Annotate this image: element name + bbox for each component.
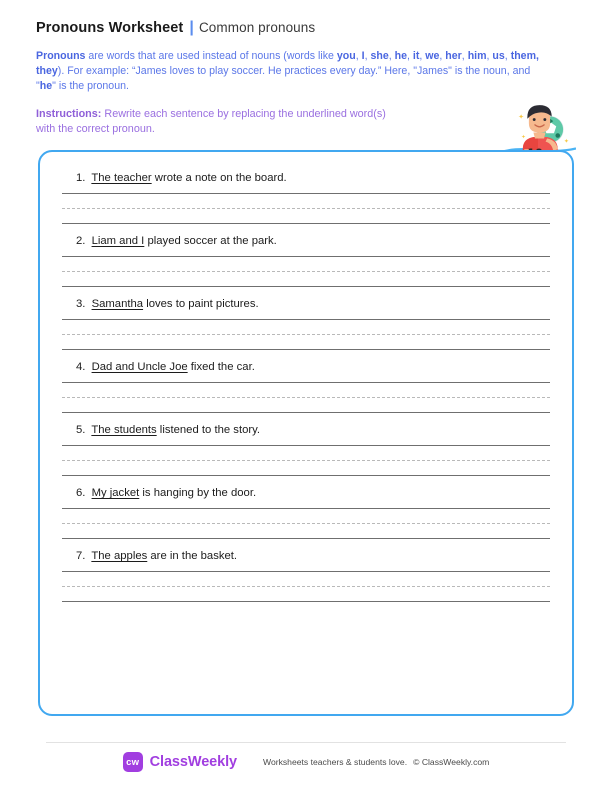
question-number: 2. — [76, 235, 86, 247]
question-remainder: fixed the car. — [187, 361, 255, 373]
question-text — [62, 359, 550, 375]
intro-paragraph: Pronouns are words that are used instead of nouns (words like you, I, she, he, it, we, her, him, us, them, they). For example: “James loves to play soccer. He practices every day.” Here, "James" is the noun, and "he" is the pronoun. — [36, 50, 539, 93]
svg-text:✦: ✦ — [518, 112, 524, 121]
question-remainder: played soccer at the park. — [144, 235, 277, 247]
question-text — [62, 422, 550, 438]
underlined-phrase: My jacket — [91, 487, 140, 499]
underlined-phrase: The apples — [91, 550, 148, 562]
answer-lines[interactable] — [62, 445, 550, 476]
worksheet-item — [62, 166, 550, 224]
brand-name: ClassWeekly — [149, 754, 237, 770]
title-separator: | — [189, 19, 194, 36]
question-number: 6. — [76, 487, 86, 499]
answer-line-gap — [62, 194, 550, 208]
answer-line-gap — [62, 587, 550, 601]
footer-tagline: Worksheets teachers & students love. — [262, 757, 408, 767]
intro-pronoun: she — [370, 50, 389, 62]
page-title-subtitle: Common pronouns — [198, 20, 316, 35]
footer-divider — [46, 742, 566, 743]
worksheet-items-list — [62, 166, 550, 602]
intro-pronoun: I — [361, 50, 365, 62]
worksheet-card — [38, 150, 574, 716]
question-remainder: listened to the story. — [156, 424, 261, 436]
page-title — [36, 18, 576, 38]
answer-line-gap — [62, 383, 550, 397]
answer-line-gap — [62, 335, 550, 349]
question-number: 3. — [76, 298, 86, 310]
underlined-phrase: The teacher — [91, 172, 152, 184]
footer-copyright: © ClassWeekly.com — [413, 757, 490, 767]
intro-pronoun: we — [425, 50, 440, 62]
intro-pronoun: them, they — [36, 50, 539, 78]
answer-line-gap — [62, 398, 550, 412]
underlined-phrase: Samantha — [91, 298, 144, 310]
intro-pronoun: her — [445, 50, 462, 62]
question-number: 1. — [76, 172, 86, 184]
question-remainder: is hanging by the door. — [139, 487, 257, 499]
instructions-paragraph — [36, 107, 386, 138]
answer-line-solid[interactable] — [62, 601, 550, 602]
worksheet-item — [62, 476, 550, 539]
question-remainder: loves to paint pictures. — [143, 298, 259, 310]
answer-lines[interactable] — [62, 571, 550, 602]
question-number: 7. — [76, 550, 86, 562]
worksheet-item — [62, 350, 550, 413]
intro-pronoun: it — [412, 50, 420, 62]
question-text — [62, 485, 550, 501]
svg-text:✦: ✦ — [563, 138, 569, 146]
worksheet-item — [62, 224, 550, 287]
worksheet-item — [62, 539, 550, 602]
question-text — [62, 170, 550, 186]
answer-lines[interactable] — [62, 193, 550, 224]
question-number: 5. — [76, 424, 86, 436]
intro-pronoun: him — [467, 50, 487, 62]
answer-lines[interactable] — [62, 319, 550, 350]
answer-line-gap — [62, 257, 550, 271]
answer-line-gap — [62, 509, 550, 523]
intro-example-pronoun: he — [39, 80, 53, 93]
answer-line-gap — [62, 209, 550, 223]
answer-line-gap — [62, 524, 550, 538]
intro-pronoun: us — [492, 50, 505, 62]
intro-pronoun: you — [336, 50, 356, 62]
underlined-phrase: The students — [91, 424, 157, 436]
question-number: 4. — [76, 361, 86, 373]
intro-pronoun: he — [394, 50, 407, 62]
page-title-main: Pronouns Worksheet — [36, 20, 184, 36]
page-footer — [0, 752, 612, 772]
instructions-text: Rewrite each sentence by replacing the underlined word(s) with the correct pronoun. — [36, 107, 386, 136]
underlined-phrase: Dad and Uncle Joe — [91, 361, 188, 373]
question-remainder: are in the basket. — [147, 550, 238, 562]
answer-lines[interactable] — [62, 256, 550, 287]
worksheet-item — [62, 413, 550, 476]
answer-line-gap — [62, 272, 550, 286]
instructions-label: Instructions: — [36, 107, 102, 120]
question-text — [62, 548, 550, 564]
answer-line-gap — [62, 572, 550, 586]
answer-line-gap — [62, 461, 550, 475]
svg-text:✦: ✦ — [521, 134, 526, 141]
classweekly-logo-icon: cw — [123, 752, 143, 772]
answer-line-gap — [62, 320, 550, 334]
answer-line-gap — [62, 446, 550, 460]
question-text — [62, 296, 550, 312]
answer-lines[interactable] — [62, 508, 550, 539]
brand-logo — [123, 752, 237, 772]
answer-lines[interactable] — [62, 382, 550, 413]
intro-lead-term: Pronouns — [36, 50, 86, 62]
underlined-phrase: Liam and I — [91, 235, 145, 247]
worksheet-item — [62, 287, 550, 350]
question-remainder: wrote a note on the board. — [151, 172, 287, 184]
question-text — [62, 233, 550, 249]
